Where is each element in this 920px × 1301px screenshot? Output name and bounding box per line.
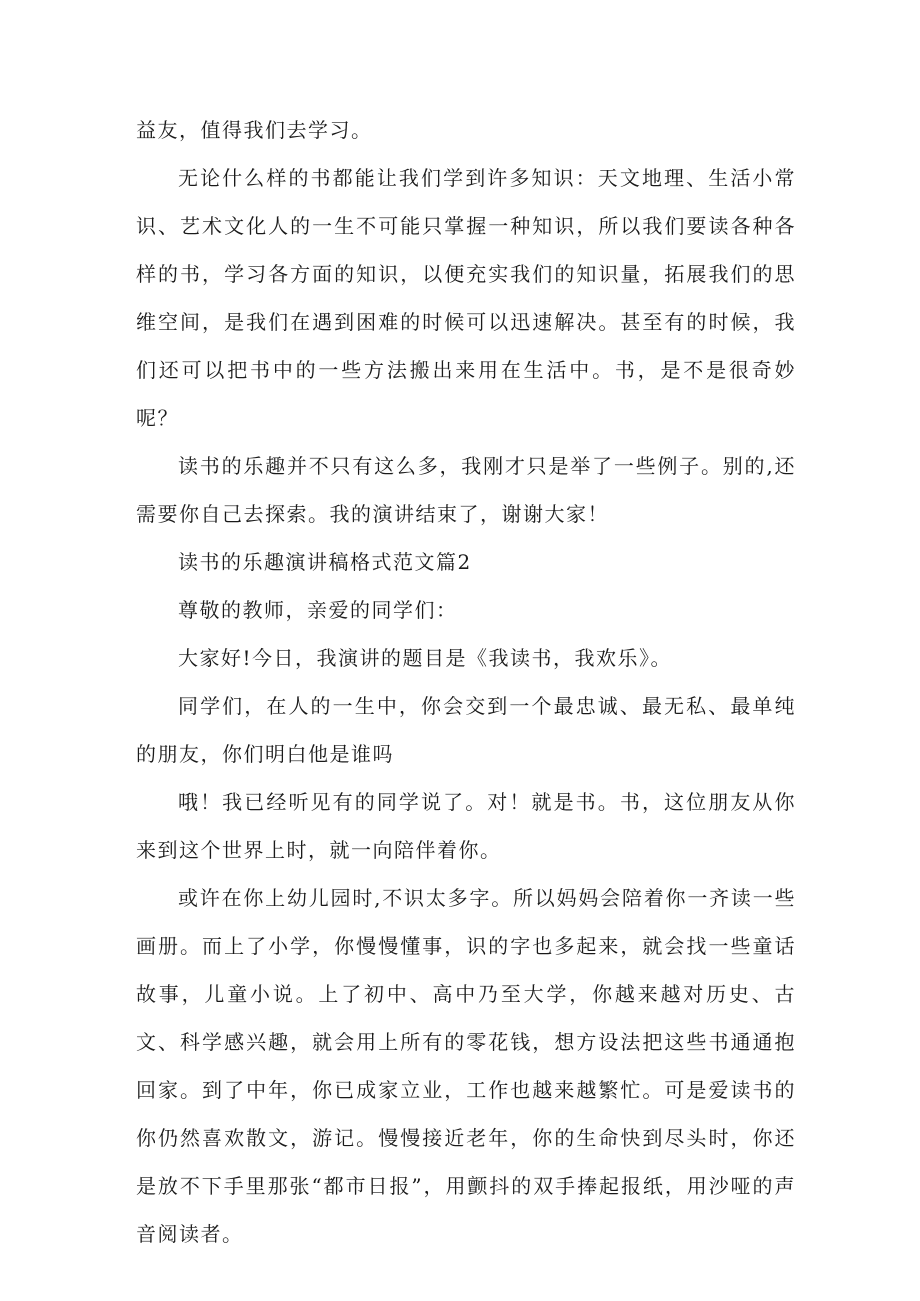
document-body (136, 106, 796, 1258)
paragraph-7: 同学们，在人的一生中，你会交到一个最忠诚、最无私、最单纯的朋友，你们明白他是谁吗 (136, 694, 796, 766)
paragraph-greeting: 大家好!今日，我演讲的题目是《我读书，我欢乐》。 (178, 646, 673, 670)
paragraph-9: 或许在你上幼儿园时,不识太多字。所以妈妈会陪着你一齐读一些画册。而上了小学，你慢慢懂事，识的字也多起来，就会找一些童话故事，儿童小说。上了初中、高中乃至大学，你越来越对历史、古文、科学感兴趣，就会用上所有的零花钱，想方设法把这些书通通抱回家。到了中年，你已成家立业，工作也越来越繁忙。可是爱读书的你仍然喜欢散文，游记。慢慢接近老年，你的生命快到尽头时，你还是放不下手里那张“都市日报”，用颤抖的双手捧起报纸，用沙哑的声音阅读者。 (136, 886, 796, 1246)
paragraph-2: 无论什么样的书都能让我们学到许多知识：天文地理、生活小常识、艺术文化人的一生不可能只掌握一种知识，所以我们要读各种各样的书，学习各方面的知识，以便充实我们的知识量，拓展我们的思维空间，是我们在遇到困难的时候可以迅速解决。甚至有的时候，我们还可以把书中的一些方法搬出来用在生活中。书，是不是很奇妙呢？ (136, 166, 796, 430)
paragraph-1: 益友，值得我们去学习。 (136, 118, 373, 142)
paragraph-3: 读书的乐趣并不只有这么多，我刚才只是举了一些例子。别的,还需要你自己去探索。我的演讲结束了，谢谢大家！ (136, 454, 796, 526)
salutation: 尊敬的教师，亲爱的同学们： (178, 598, 458, 622)
section-heading: 读书的乐趣演讲稿格式范文篇2 (178, 550, 472, 574)
paragraph-8: 哦！我已经听见有的同学说了。对！就是书。书，这位朋友从你来到这个世界上时，就一向陪伴着你。 (136, 790, 796, 862)
